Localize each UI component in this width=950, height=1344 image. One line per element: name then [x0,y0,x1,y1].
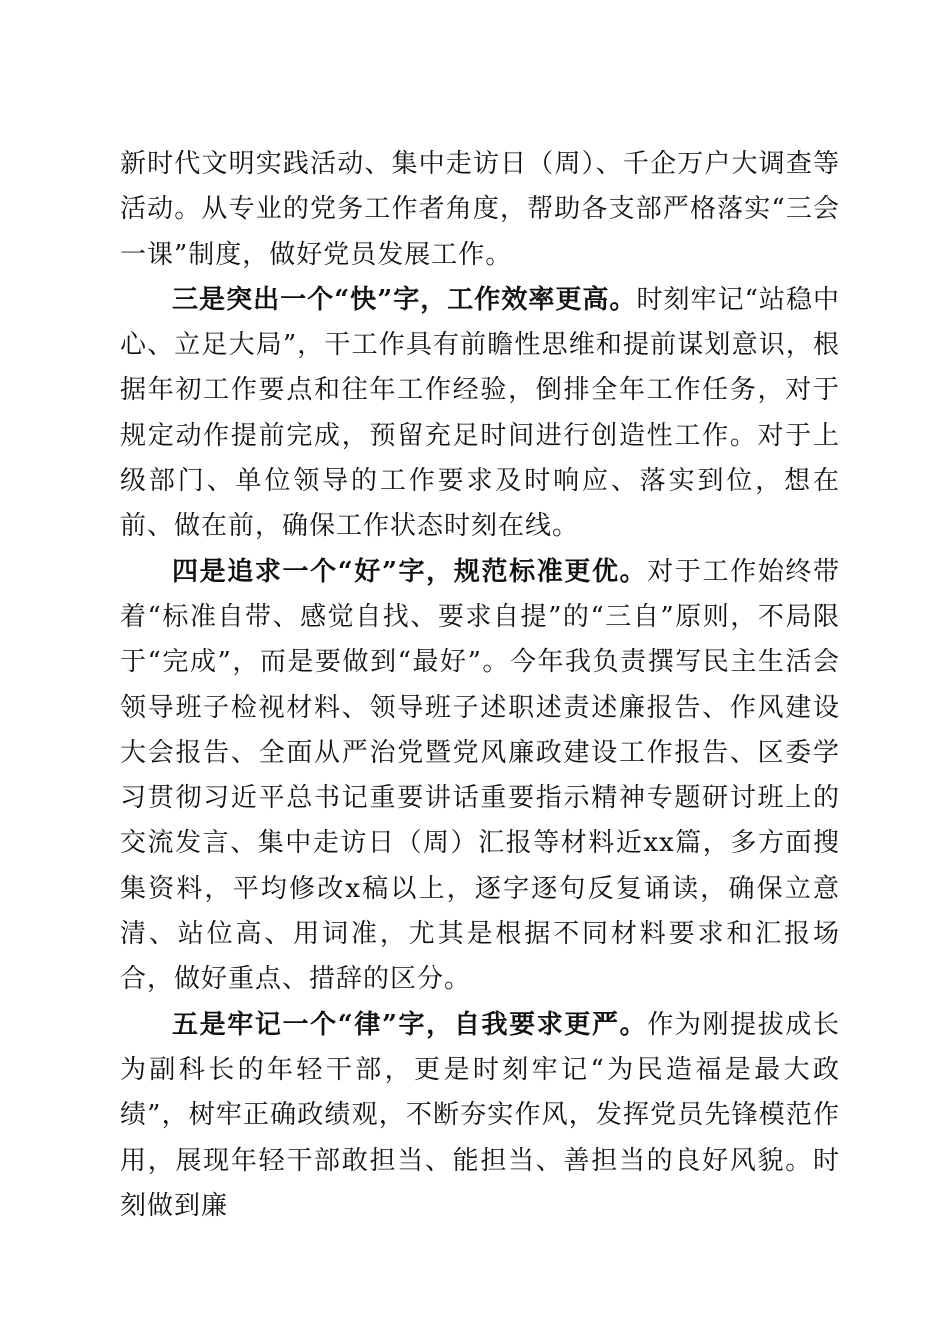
paragraph-1-body: 新时代文明实践活动、集中走访日（周）、千企万户大调查等活动。从专业的党务工作者角度，帮助各支部严格落实“三会一课”制度，做好党员发展工作。 [120,149,840,270]
paragraph-4-lead: 五是牢记一个“律”字，自我要求更严。 [172,1009,648,1040]
paragraph-3-body: 对于工作始终带着“标准自带、感觉自找、要求自提”的“三自”原则，不局限于“完成”，而是要做到“最好”。今年我负责撰写民主生活会领导班子检视材料、领导班子述职述责述廉报告、作风建设大会报告、全面从严治党暨党风廉政建设工作报告、区委学习贯彻习近平总书记重要讲话重要指示精神专题研讨班上的交流发言、集中走访日（周）汇报等材料近xx篇，多方面搜集资料，平均修改x稿以上，逐字逐句反复诵读，确保立意清、站位高、用词准，尤其是根据不同材料要求和汇报场合，做好重点、措辞的区分。 [120,556,840,995]
paragraph-4-body: 作为刚提拔成长为副科长的年轻干部，更是时刻牢记“为民造福是最大政绩”，树牢正确政绩观，不断夯实作风，发挥党员先锋模范作用，展现年轻干部敢担当、能担当、善担当的良好风貌。时刻做到廉 [120,1009,840,1221]
paragraph-three-fast [120,278,840,550]
paragraph-2-lead: 三是突出一个“快”字，工作效率更高。 [172,284,637,315]
paragraph-2-body: 时刻牢记“站稳中心、立足大局”，干工作具有前瞻性思维和提前谋划意识，根据年初工作要点和往年工作经验，倒排全年工作任务，对于规定动作提前完成，预留充足时间进行创造性工作。对于上级部门、单位领导的工作要求及时响应、落实到位，想在前、做在前，确保工作状态时刻在线。 [120,284,840,542]
paragraph-five-discipline [120,1003,840,1229]
paragraph-four-good [120,550,840,1003]
paragraph-3-lead: 四是追求一个“好”字，规范标准更优。 [172,556,648,587]
document-body [120,142,840,1229]
paragraph-continuation [120,142,840,278]
